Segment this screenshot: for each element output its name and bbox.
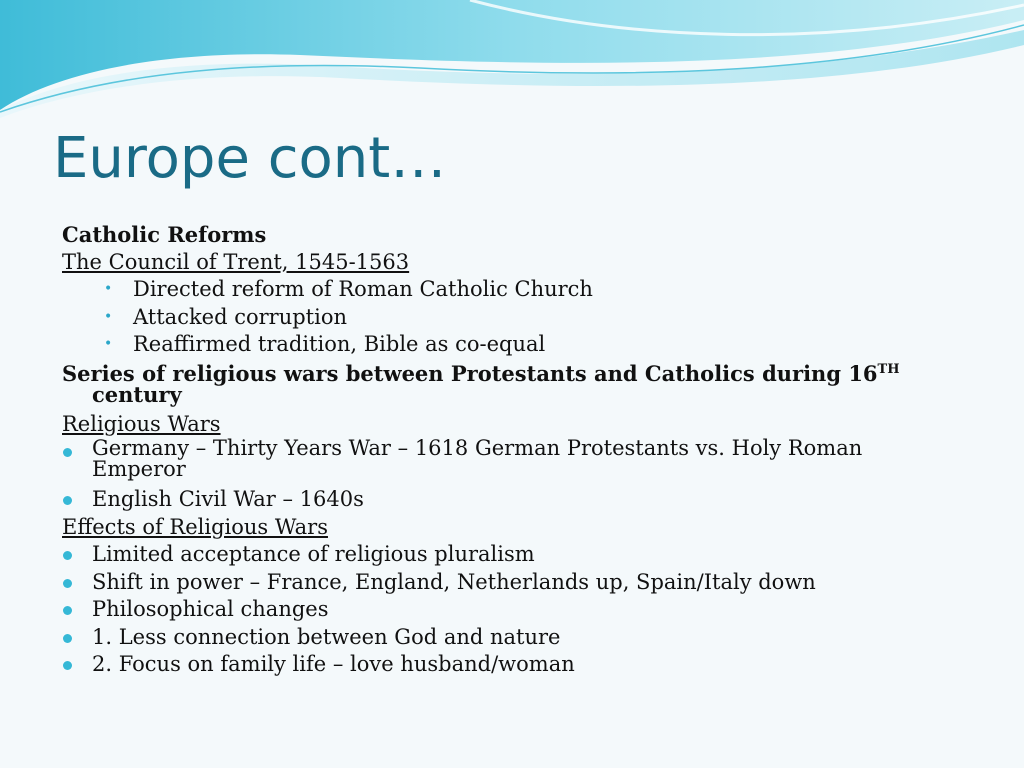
effects-heading: Effects of Religious Wars xyxy=(62,514,328,539)
series-statement xyxy=(62,359,962,405)
war-item-text: Germany – Thirty Years War – 1618 German Protestants vs. Holy Roman Emperor xyxy=(92,436,863,481)
bullet-dot-icon xyxy=(63,579,72,588)
war-item-text: English Civil War – 1640s xyxy=(92,487,364,511)
council-point xyxy=(62,331,962,359)
effect-item-text: Limited acceptance of religious pluralism xyxy=(92,542,535,566)
council-point xyxy=(62,276,962,304)
council-point-text: Attacked corruption xyxy=(133,304,347,329)
effect-item xyxy=(62,596,962,624)
bullet-dot-icon xyxy=(63,606,72,615)
council-heading: The Council of Trent, 1545-1563 xyxy=(62,249,410,274)
catholic-reforms-heading: Catholic Reforms xyxy=(62,222,267,247)
series-superscript: TH xyxy=(877,361,900,377)
effect-item xyxy=(62,651,962,679)
religious-wars-heading: Religious Wars xyxy=(62,411,221,436)
effect-item-text: Philosophical changes xyxy=(92,597,329,621)
effect-item xyxy=(62,569,962,597)
bullet-dot-icon xyxy=(63,448,72,457)
effect-item-text: 2. Focus on family life – love husband/woman xyxy=(92,652,575,676)
bullet-dot-icon: • xyxy=(104,336,113,352)
header-wave-decoration xyxy=(0,0,1024,130)
slide-title: Europe cont… xyxy=(53,126,447,191)
slide-content xyxy=(62,221,962,679)
effect-item xyxy=(62,624,962,652)
bullet-dot-icon xyxy=(63,496,72,505)
series-text-continued: century xyxy=(92,381,182,407)
series-text: Series of religious wars between Protestants and Catholics during 16 xyxy=(62,360,878,386)
effect-item-text: 1. Less connection between God and nature xyxy=(92,624,561,649)
effect-item xyxy=(62,541,962,569)
war-item xyxy=(62,486,962,514)
bullet-dot-icon xyxy=(63,661,72,670)
war-item xyxy=(62,438,962,480)
council-point-text: Reaffirmed tradition, Bible as co-equal xyxy=(133,332,546,356)
bullet-dot-icon xyxy=(63,634,72,643)
council-point xyxy=(62,304,962,332)
council-point-text: Directed reform of Roman Catholic Church xyxy=(133,277,593,301)
bullet-dot-icon: • xyxy=(104,308,113,325)
bullet-dot-icon: • xyxy=(104,281,113,297)
effect-item-text: Shift in power – France, England, Netherlands up, Spain/Italy down xyxy=(92,569,816,594)
bullet-dot-icon xyxy=(63,551,72,560)
